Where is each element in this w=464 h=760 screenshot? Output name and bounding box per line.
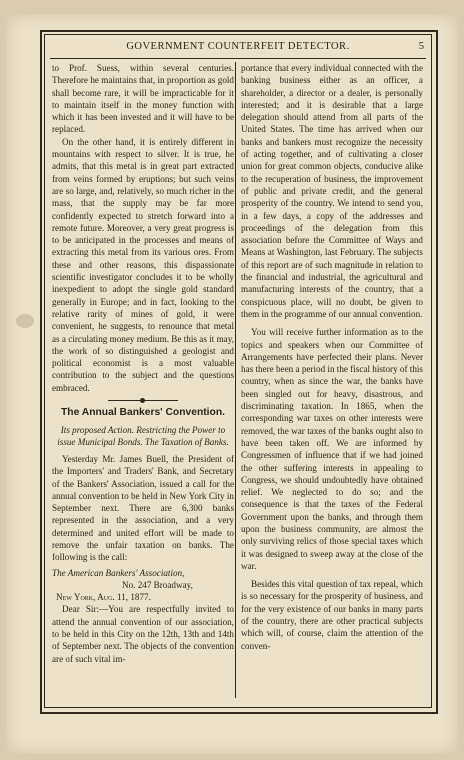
paragraph: Yesterday Mr. James Buell, the President of the Importers' and Traders' Bank, and Secretary of the Bankers' Association, issued a call for the annual convention to be held in New York City in September next. There are 6,300 banks represented in the association, and a very determined and united effort will be made to remove the unfair taxation on banks. The following is the call: — [52, 453, 234, 563]
paragraph: to Prof. Suess, within several centuries. Therefore he maintains that, in proportion as gold shall become rare, it will be impracticable for it to maintain itself in the money function with which it has been invested and it will have to be replaced. — [52, 63, 234, 135]
association-name: The American Bankers' Association, — [52, 567, 185, 578]
running-header — [50, 40, 426, 59]
paragraph: portance that every individual connected with the banking business either as an officer, a shareholder, a director or a dealer, is personally interested; and it is desirable that a large delegation should attend from all parts of the United States. The time has arrived when our banks and bankers must recognize the necessity of acting together, and of cultivating a closer union for great common objects, conducive alike to the recuperation of business, the improvement of public and private credit, and the general prosperity of the country. We intend to send you, in a few days, a copy of the addresses and proceedings of the delegation from this association before the Committee of Ways and Means at Washington, last February. The subjects of this report are of such magnitude in relation to the financial and industrial, the agricultural and manufacturing interests of the country, that a conspicuous place, will no doubt, be given to them in the programme of our annual convention. — [241, 63, 423, 319]
paragraph: Besides this vital question of tax repeal, which is so necessary for the prosperity of business, and for the very existence of our banks in many parts of the country, there are other practical subjects which will, of course, claim the attention of the conven- — [241, 579, 423, 651]
paper-stain — [16, 314, 34, 328]
association-address: No. 247 Broadway, — [122, 579, 193, 590]
letter-date: New York, Aug. 11, 1877. — [56, 592, 151, 603]
paragraph: Dear Sir:—You are respectfully invited to attend the annual convention of our association, to be held in this City on the 12th, 13th and 14th of September next. The objects of the convention are of such vital im- — [52, 604, 234, 664]
header-title: GOVERNMENT COUNTERFEIT DETECTOR. — [126, 41, 350, 52]
paragraph: On the other hand, it is entirely different in mountains with respect to silver. It is true, he admits, that this metal is in great part extracted from veins formed by eruptions; but such veins are so large, and, relatively, so much richer in the mass, that the supply may be far more confidently expected to stretch forward into a remote future. Moreover, a very great progress is to be anticipated in the processes and means of extracting this metal from its various ores. From these and other reasons, this dispassionate scientific investigator concludes it to be wholly inexpedient to adopt the single gold standard generally in Europe; and in fact, looking to the relative rarity of mines of gold, it were convenient, he suggests, to renounce that metal as a circulating money medium. Be this as it may, the work of so distinguished a geologist and political economist is a most valuable contribution to the subject and the questions embraced. — [52, 136, 234, 393]
paragraph: You will receive further information as to the topics and speakers when our Committee of Arrangements have perfected their plans. Never has there been a period in the fiscal history of this country, when as since the war, the banks have been singled out for heavy, disastrous, and discriminating taxation. In 1865, when the corresponding war taxes on other interests were removed, the war taxes of the banks ought also to have been taken off. We are informed by Congressmen of influence that if we had joined the other suffering interests in appealing to Congress, we should undoubtedly have obtained relief. We neglected to do so; and the consequence is that the taxes of the Federal Government upon the banks, and through them upon the business community, are almost the only surviving relics of those special taxes which it was designed to sweep away at the close of the war. — [241, 327, 423, 571]
section-subtitle: Its proposed Action. Restricting the Power to issue Municipal Bonds. The Taxation of Banks. — [57, 425, 229, 448]
right-column — [241, 62, 423, 698]
section-title: The Annual Bankers' Convention. — [61, 407, 225, 419]
left-column — [52, 62, 234, 698]
section-separator — [108, 400, 178, 401]
column-divider — [235, 62, 236, 698]
page-number: 5 — [418, 41, 424, 52]
